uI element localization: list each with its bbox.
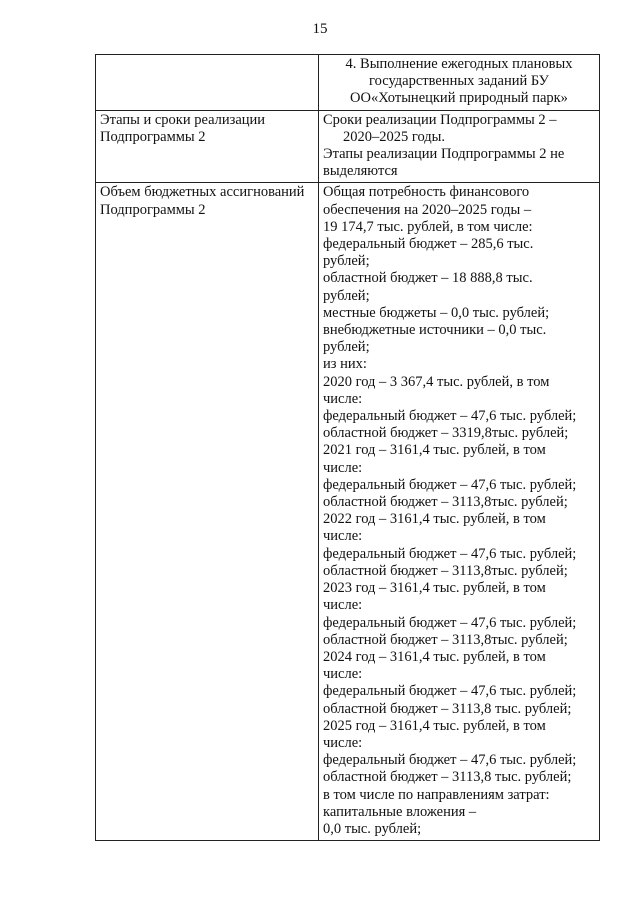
budget-line: областной бюджет – 3113,8тыс. рублей; — [323, 631, 568, 648]
budget-line: федеральный бюджет – 285,6 тыс. — [323, 236, 534, 253]
row-label: Подпрограммы 2 — [100, 128, 206, 145]
value-cell — [319, 110, 600, 183]
budget-line: федеральный бюджет – 47,6 тыс. рублей; — [323, 545, 577, 562]
budget-line: федеральный бюджет – 47,6 тыс. рублей; — [323, 614, 577, 631]
table-row — [96, 110, 600, 183]
budget-line: числе: — [323, 459, 363, 476]
budget-line: 2022 год – 3161,4 тыс. рублей, в том — [323, 511, 546, 528]
stages-line: Этапы реализации Подпрограммы 2 не — [323, 146, 565, 163]
budget-line: капитальные вложения – — [323, 803, 477, 820]
label-cell — [96, 183, 319, 841]
budget-line: 2023 год – 3161,4 тыс. рублей, в том — [323, 580, 546, 597]
task-line: государственных заданий БУ — [369, 73, 549, 90]
label-cell — [96, 55, 319, 111]
budget-line: 2020 год – 3 367,4 тыс. рублей, в том — [323, 373, 550, 390]
budget-line: обеспечения на 2020–2025 годы – — [323, 201, 532, 218]
budget-line: 2021 год – 3161,4 тыс. рублей, в том — [323, 442, 546, 459]
budget-line: рублей; — [323, 339, 370, 356]
budget-line: местные бюджеты – 0,0 тыс. рублей; — [323, 304, 550, 321]
value-cell — [319, 55, 600, 111]
budget-line: из них: — [323, 356, 367, 373]
budget-line: федеральный бюджет – 47,6 тыс. рублей; — [323, 683, 577, 700]
label-cell — [96, 110, 319, 183]
budget-line: рублей; — [323, 253, 370, 270]
budget-line: областной бюджет – 18 888,8 тыс. — [323, 270, 533, 287]
budget-line: областной бюджет – 3113,8 тыс. рублей; — [323, 769, 572, 786]
budget-line: федеральный бюджет – 47,6 тыс. рублей; — [323, 408, 577, 425]
budget-line: областной бюджет – 3113,8 тыс. рублей; — [323, 700, 572, 717]
budget-line: 2025 год – 3161,4 тыс. рублей, в том — [323, 717, 546, 734]
budget-line: внебюджетные источники – 0,0 тыс. — [323, 322, 547, 339]
task-line: ОО«Хотынецкий природный парк» — [350, 90, 568, 107]
page-number: 15 — [312, 21, 328, 37]
budget-line: числе: — [323, 597, 363, 614]
budget-line: 19 174,7 тыс. рублей, в том числе: — [323, 218, 533, 235]
subprogram-passport-table — [95, 54, 600, 841]
budget-line: в том числе по направлениям затрат: — [323, 786, 550, 803]
budget-line: областной бюджет – 3113,8тыс. рублей; — [323, 562, 568, 579]
budget-line: числе: — [323, 734, 363, 751]
terms-line: Сроки реализации Подпрограммы 2 – — [323, 111, 557, 128]
task-line: 4. Выполнение ежегодных плановых — [345, 56, 573, 72]
row-label: Объем бюджетных ассигнований — [100, 184, 305, 201]
budget-line: рублей; — [323, 287, 370, 304]
budget-line: числе: — [323, 390, 363, 407]
budget-line: числе: — [323, 528, 363, 545]
terms-line: 2020–2025 годы. — [343, 128, 446, 145]
budget-line: федеральный бюджет – 47,6 тыс. рублей; — [323, 752, 577, 769]
row-label: Подпрограммы 2 — [100, 201, 206, 218]
budget-line: 2024 год – 3161,4 тыс. рублей, в том — [323, 648, 546, 665]
budget-line: 0,0 тыс. рублей; — [323, 820, 422, 837]
stages-line: выделяются — [323, 163, 398, 180]
budget-line: областной бюджет – 3319,8тыс. рублей; — [323, 425, 569, 442]
budget-line: федеральный бюджет – 47,6 тыс. рублей; — [323, 476, 577, 493]
budget-line: областной бюджет – 3113,8тыс. рублей; — [323, 494, 568, 511]
table-row — [96, 183, 600, 841]
row-label: Этапы и сроки реализации — [100, 111, 266, 128]
budget-line: числе: — [323, 666, 363, 683]
budget-line: Общая потребность финансового — [323, 184, 530, 201]
table-row — [96, 55, 600, 111]
value-cell — [319, 183, 600, 841]
